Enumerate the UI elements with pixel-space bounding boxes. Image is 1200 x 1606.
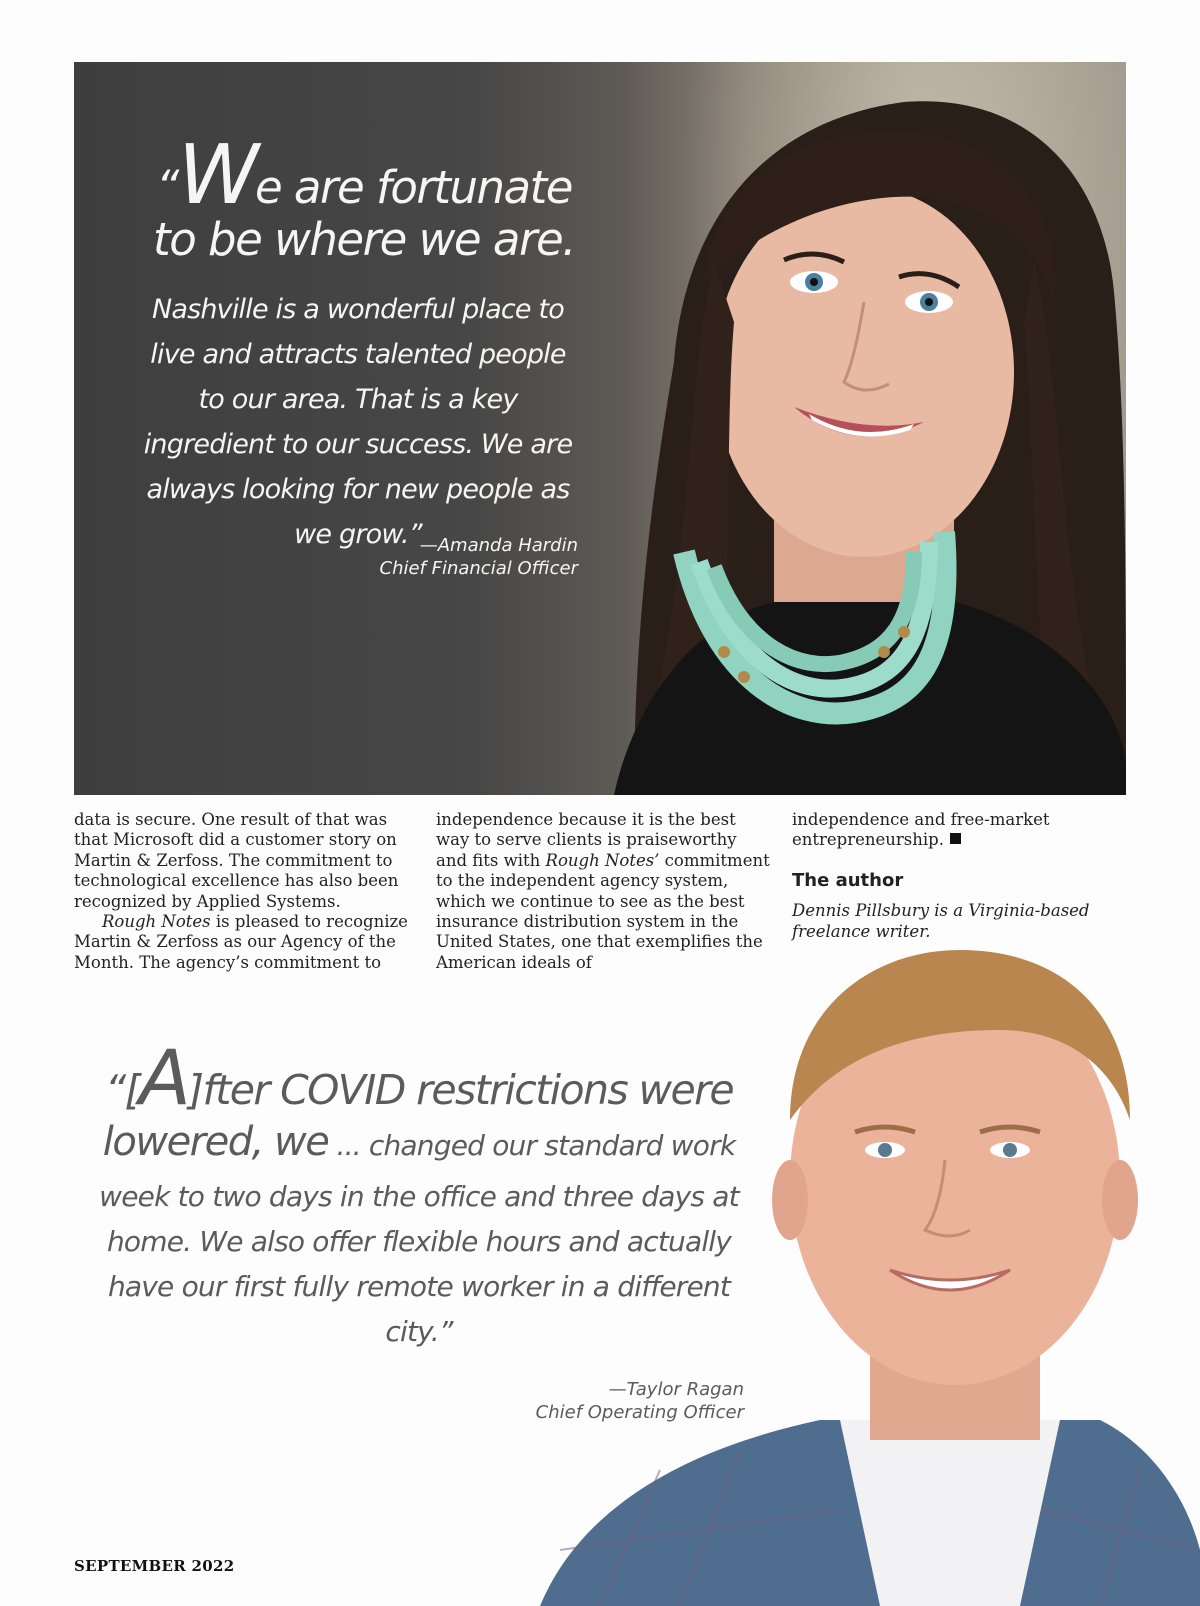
publication-name: Rough Notes’	[545, 850, 660, 870]
attribution-name: —Amanda Hardin	[419, 535, 578, 556]
open-quote-mark: “	[156, 161, 178, 214]
article-column-2	[436, 810, 771, 973]
article-column-3	[792, 810, 1127, 942]
drop-cap: W	[177, 128, 255, 223]
paragraph: independence because it is the best way to serve clients is praiseworthy and fits with Rough Notes’ commitment to the independent agency system, which we continue to see as the best insurance distribution system in the United States, one that exemplifies the American ideals of	[436, 810, 770, 972]
attribution-title: Chief Financial Officer	[379, 558, 578, 579]
pull-quote-top-attribution	[380, 534, 579, 580]
paragraph: independence and free-market entrepreneurship.	[792, 810, 1050, 850]
publication-name: Rough Notes	[102, 912, 211, 932]
author-bio: Dennis Pillsbury is a Virginia-based freelance writer.	[792, 901, 1090, 941]
paragraph: Rough Notes is pleased to recognize Martin & Zerfoss as our Agency of the Month. The agency’s commitment to	[74, 912, 408, 972]
open-quote-mark: “[	[105, 1066, 140, 1114]
attribution-name: —Taylor Ragan	[608, 1379, 744, 1400]
pull-quote-bottom-lead-2: lowered, we ... changed our standard work	[102, 1119, 736, 1165]
end-of-article-square-icon	[950, 833, 961, 844]
author-heading: The author	[792, 869, 904, 891]
pull-quote-top-body: Nashville is a wonderful place to live and attracts talented people to our area. That is a key ingredient to our success. We are always looking for new people as we grow.”	[143, 294, 573, 550]
paragraph: data is secure. One result of that was that Microsoft did a customer story on Martin & Zerfoss. The commitment to technological excellence has also been recognized by Applied Systems.	[74, 810, 399, 911]
attribution-title: Chief Operating Officer	[535, 1402, 744, 1423]
lead-line-1: e are fortunate	[254, 161, 572, 214]
pull-quote-bottom-lead-1: “[A]fter COVID restrictions were	[105, 1033, 733, 1122]
pull-quote-top-lead	[74, 128, 654, 266]
drop-cap: A	[139, 1033, 189, 1122]
page-footer-date: SEPTEMBER 2022	[74, 1557, 235, 1575]
lead-line-2: to be where we are.	[153, 213, 575, 266]
pull-quote-bottom-body: week to two days in the office and three days at home. We also offer flexible hours and actually have our first fully remote worker in a different city.”	[99, 1180, 739, 1348]
pull-quote-top	[74, 62, 654, 795]
pull-quote-bottom	[74, 1033, 764, 1424]
article-column-1	[74, 810, 409, 973]
pull-quote-bottom-attribution	[74, 1378, 764, 1424]
